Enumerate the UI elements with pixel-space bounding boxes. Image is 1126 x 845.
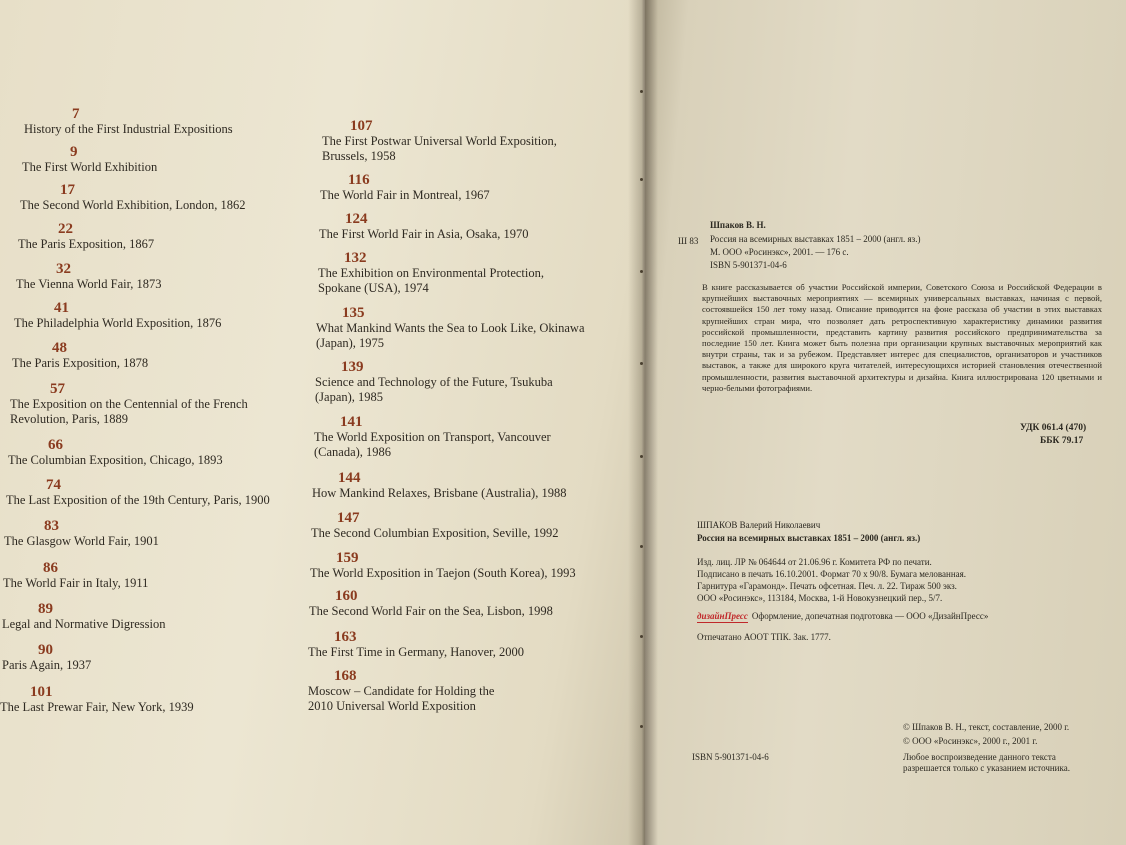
toc-title: Legal and Normative Digression — [2, 617, 166, 631]
stitch-hole — [640, 455, 643, 458]
imprint-design — [697, 611, 988, 623]
biblio-author: Шпаков В. Н. — [710, 220, 766, 230]
toc-title: History of the First Industrial Expositions — [24, 122, 233, 136]
toc-page-number: 124 — [345, 211, 368, 227]
toc-entry — [8, 437, 268, 468]
biblio-title: Россия на всемирных выставках 1851 – 2000 (англ. яз.) — [710, 234, 921, 244]
toc-title: The World Exposition in Taejon (South Korea), 1993 — [310, 566, 576, 580]
udk-code: УДК 061.4 (470) — [1020, 423, 1087, 433]
toc-page-number: 22 — [58, 221, 73, 237]
imprint-author: ШПАКОВ Валерий Николаевич — [697, 520, 821, 530]
imprint-printed: Отпечатано АООТ ТПК. Зак. 1777. — [697, 632, 831, 642]
toc-page-number: 17 — [60, 182, 75, 198]
toc-title: Paris Again, 1937 — [2, 658, 92, 672]
toc-entry — [318, 250, 553, 296]
toc-page-number: 32 — [56, 261, 71, 277]
toc-entry — [316, 305, 591, 351]
toc-page-number: 141 — [340, 414, 363, 430]
toc-title: What Mankind Wants the Sea to Look Like, Okinawa (Japan), 1975 — [316, 321, 585, 350]
toc-entry — [311, 510, 601, 541]
imprint-title: Россия на всемирных выставках 1851 – 2000 (англ. яз.) — [697, 533, 921, 543]
toc-page-number: 168 — [334, 668, 357, 684]
biblio-isbn: ISBN 5-901371-04-6 — [710, 260, 787, 270]
toc-page-number: 107 — [350, 118, 373, 134]
toc-page-number: 144 — [338, 470, 361, 486]
toc-entry — [22, 144, 282, 175]
toc-title: The First Time in Germany, Hanover, 2000 — [308, 645, 525, 659]
toc-page-number: 7 — [72, 106, 80, 122]
toc-entry — [322, 118, 567, 164]
toc-entry — [314, 414, 564, 460]
toc-page-number: 132 — [344, 250, 367, 266]
toc-title: The Second World Exhibition, London, 1862 — [20, 198, 246, 212]
toc-title: How Mankind Relaxes, Brisbane (Australia), 1988 — [312, 486, 567, 500]
toc-entry — [0, 684, 260, 715]
toc-title: The Vienna World Fair, 1873 — [16, 277, 162, 291]
toc-page-number: 116 — [348, 172, 370, 188]
toc-title: The Second Columbian Exposition, Seville, 1992 — [311, 526, 559, 540]
toc-title: The First World Exhibition — [22, 160, 158, 174]
toc-page-number: 159 — [336, 550, 359, 566]
toc-page-number: 9 — [70, 144, 78, 160]
toc-page-number: 135 — [342, 305, 365, 321]
toc-title: The Last Exposition of the 19th Century, Paris, 1900 — [6, 493, 270, 507]
imprint-license: Изд. лиц. ЛР № 064644 от 21.06.96 г. Комитета РФ по печати. — [697, 557, 932, 567]
stitch-hole — [640, 362, 643, 365]
toc-entry — [308, 668, 513, 714]
toc-page-number: 57 — [50, 381, 65, 397]
toc-entry — [14, 300, 274, 331]
toc-entry — [12, 340, 272, 371]
toc-title: The Paris Exposition, 1867 — [18, 237, 155, 251]
imprint-design-line: Оформление, допечатная подготовка — ООО «ДизайнПресс» — [751, 611, 989, 621]
biblio-code: Ш 83 — [678, 236, 699, 246]
stitch-hole — [640, 545, 643, 548]
toc-title: The World Fair in Italy, 1911 — [3, 576, 149, 590]
footer-isbn: ISBN 5-901371-04-6 — [692, 752, 769, 762]
toc-title: The World Exposition on Transport, Vancouver (Canada), 1986 — [314, 430, 551, 459]
reproduction-notice: Любое воспроизведение данного текста разрешается только с указанием источника. — [903, 752, 1070, 773]
toc-entry — [320, 172, 580, 203]
toc-entry — [310, 550, 610, 581]
toc-title: The Exposition on the Centennial of the French Revolution, Paris, 1889 — [10, 397, 248, 426]
toc-page-number: 48 — [52, 340, 67, 356]
biblio-publisher: М. ООО «Росинэкс», 2001. — 176 с. — [710, 247, 849, 257]
toc-page-number: 83 — [44, 518, 59, 534]
toc-page-number: 139 — [341, 359, 364, 375]
toc-page-number: 66 — [48, 437, 63, 453]
toc-entry — [18, 221, 278, 252]
toc-entry — [2, 601, 262, 632]
copyright-author: © Шпаков В. Н., текст, составление, 2000 г. — [903, 722, 1070, 732]
stitch-hole — [640, 178, 643, 181]
toc-page-number: 160 — [335, 588, 358, 604]
toc-page-number: 147 — [337, 510, 360, 526]
toc-page-number: 163 — [334, 629, 357, 645]
stitch-hole — [640, 90, 643, 93]
toc-entry — [319, 211, 579, 242]
stitch-hole — [640, 270, 643, 273]
design-press-logo: дизайнПресс — [697, 611, 748, 621]
book-gutter — [628, 0, 658, 845]
toc-page-number: 74 — [46, 477, 61, 493]
imprint-signed: Подписано в печать 16.10.2001. Формат 70 х 90/8. Бумага мелованная. — [697, 569, 967, 579]
toc-entry — [3, 560, 263, 591]
toc-title: The Columbian Exposition, Chicago, 1893 — [8, 453, 223, 467]
toc-title: Moscow – Candidate for Holding the 2010 Universal World Exposition — [308, 684, 495, 713]
toc-title: Science and Technology of the Future, Tsukuba (Japan), 1985 — [315, 375, 553, 404]
toc-entry — [308, 629, 608, 660]
toc-entry — [2, 642, 262, 673]
toc-entry — [20, 182, 280, 213]
stitch-hole — [640, 635, 643, 638]
toc-entry — [312, 470, 602, 501]
toc-entry — [4, 518, 264, 549]
toc-entry — [309, 588, 609, 619]
toc-title: The Exhibition on Environmental Protection, Spokane (USA), 1974 — [318, 266, 545, 295]
toc-page-number: 89 — [38, 601, 53, 617]
toc-title: The Philadelphia World Exposition, 1876 — [14, 316, 222, 330]
toc-title: The Last Prewar Fair, New York, 1939 — [0, 700, 194, 714]
toc-entry — [6, 477, 296, 508]
copyright-publisher: © ООО «Росинэкс», 2000 г., 2001 г. — [903, 736, 1038, 746]
bbk-code: ББК 79.17 — [1040, 436, 1084, 446]
toc-entry — [10, 381, 285, 427]
toc-page-number: 101 — [30, 684, 53, 700]
biblio-annotation: В книге рассказывается об участии Российской империи, Советского Союза и Российской Федерации в крупнейших выставочных мероприятиях — всемирных универсальных выставках, начиная с первой, состоявшейся 150 лет тому назад. Описание приводится на фоне рассказа об участии в этих выставках крупнейших стран мира, что позволяет дать ретроспективную характеристику динамики развития российской промышленности, представить картину развития российского предпринимательства за последние 150 лет. Книга может быть полезна при организации крупных выставочных мероприятий как внутри страны, так и за рубежом. Представляет интерес для специалистов, организаторов и участников выставок, а также для широкого круга читателей, интересующихся историей становления отечественной промышленности, развития выставочной архитектуры и дизайна. Книга иллюстрирована 120 цветными и черно-белыми фотографиями. — [702, 282, 1102, 393]
toc-title: The World Fair in Montreal, 1967 — [320, 188, 490, 202]
toc-title: The First Postwar Universal World Exposition, Brussels, 1958 — [322, 134, 557, 163]
imprint-typeface: Гарнитура «Гарамонд». Печать офсетная. Печ. л. 22. Тираж 500 экз. — [697, 581, 957, 591]
imprint-address: ООО «Росинэкс», 113184, Москва, 1-й Новокузнецкий пер., 5/7. — [697, 593, 943, 603]
toc-entry — [315, 359, 570, 405]
toc-page-number: 90 — [38, 642, 53, 658]
toc-title: The Glasgow World Fair, 1901 — [4, 534, 159, 548]
toc-title: The First World Fair in Asia, Osaka, 1970 — [319, 227, 529, 241]
toc-entry — [16, 261, 276, 292]
toc-title: The Second World Fair on the Sea, Lisbon, 1998 — [309, 604, 553, 618]
toc-entry — [24, 106, 284, 137]
toc-page-number: 86 — [43, 560, 58, 576]
toc-title: The Paris Exposition, 1878 — [12, 356, 149, 370]
stitch-hole — [640, 725, 643, 728]
toc-page-number: 41 — [54, 300, 69, 316]
